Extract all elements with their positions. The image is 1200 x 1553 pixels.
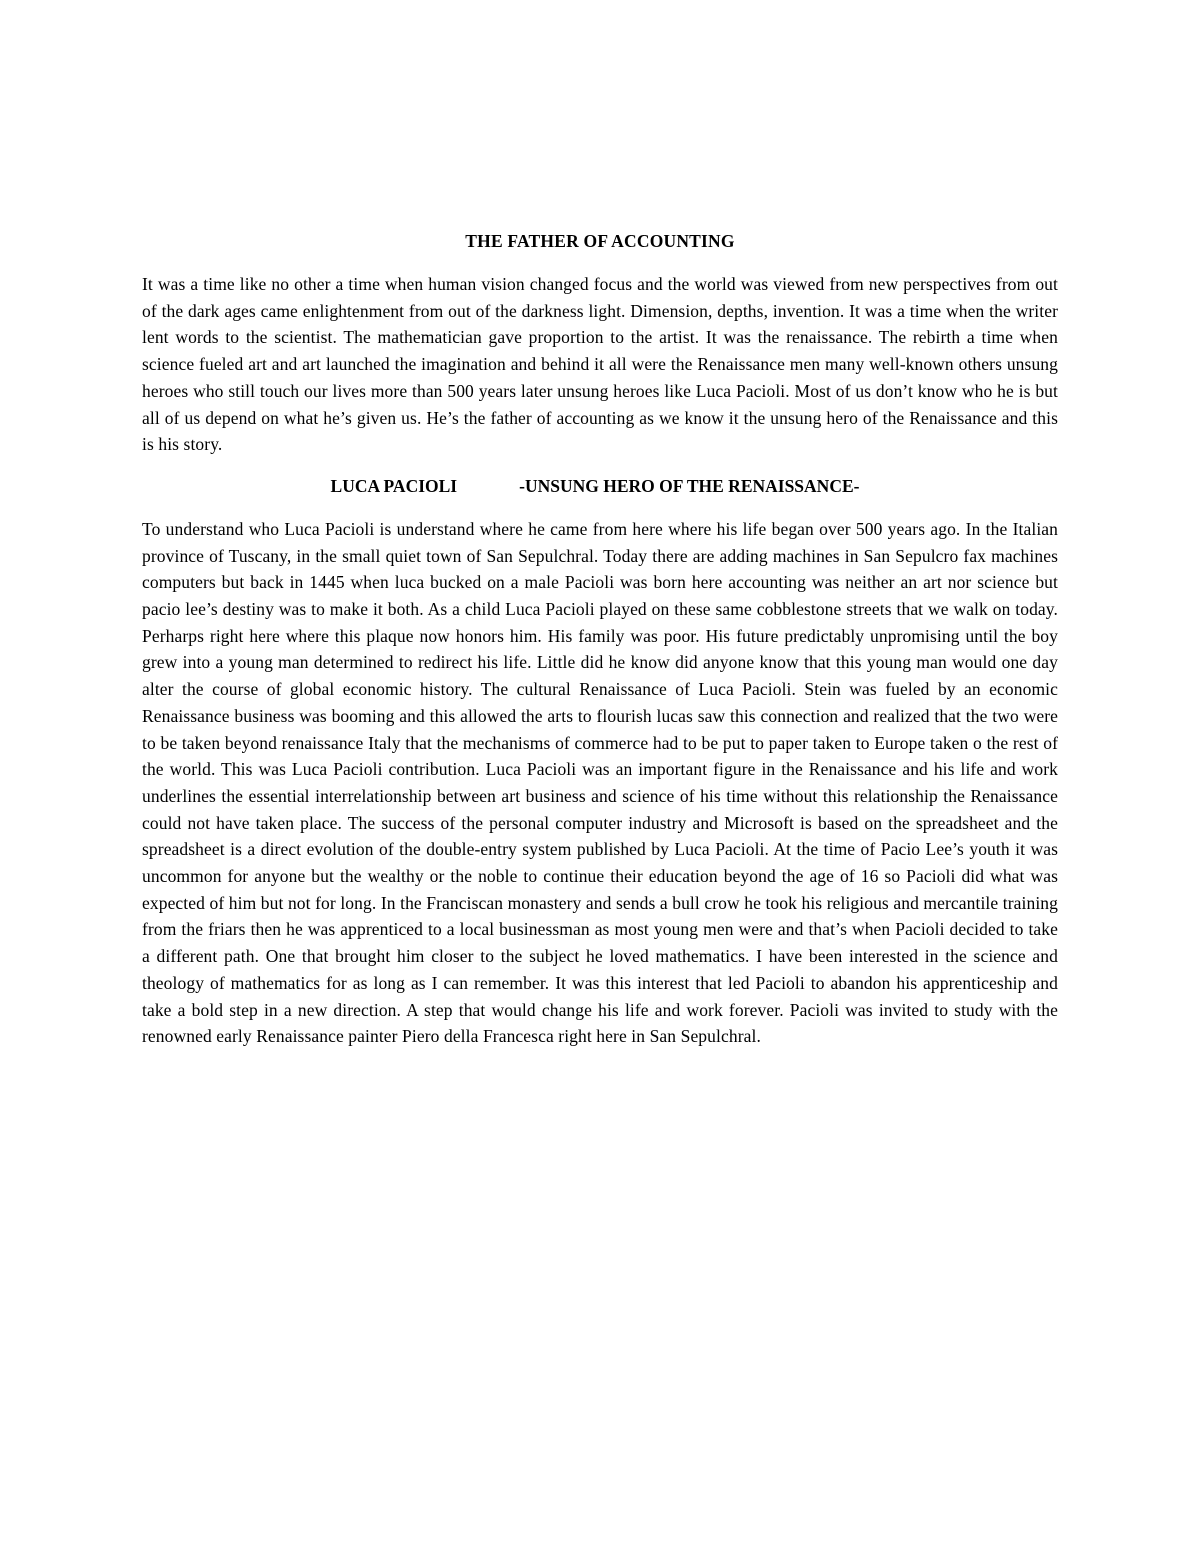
document-title: THE FATHER OF ACCOUNTING (465, 231, 735, 251)
section-heading (142, 473, 1058, 500)
section-heading-tagline: -UNSUNG HERO OF THE RENAISSANCE- (519, 475, 860, 496)
document-content (142, 228, 1058, 1050)
section-heading-name: LUCA PACIOLI (330, 475, 458, 496)
body-paragraph: To understand who Luca Pacioli is understand where he came from here where his life began over 500 years ago. In the Italian province of Tuscany, in the small quiet town of San Sepulchral. Today there are adding machines in San Sepulcro fax machines computers but back in 1445 when luca bucked on a male Pacioli was born here accounting was neither an art nor science but pacio lee’s destiny was to make it both. As a child Luca Pacioli played on these same cobblestone streets that we walk on today. Perharps right here where this plaque now honors him. His family was poor. His future predictably unpromising until the boy grew into a young man determined to redirect his life. Little did he know did anyone know that this young man would one day alter the course of global economic history. The cultural Renaissance of Luca Pacioli. Stein was fueled by an economic Renaissance business was booming and this allowed the arts to flourish lucas saw this connection and realized that the two were to be taken beyond renaissance Italy that the mechanisms of commerce had to be put to paper taken to Europe taken o the rest of the world. This was Luca Pacioli contribution. Luca Pacioli was an important figure in the Renaissance and his life and work underlines the essential interrelationship between art business and science of his time without this relationship the Renaissance could not have taken place. The success of the personal computer industry and Microsoft is based on the spreadsheet and the spreadsheet is a direct evolution of the double-entry system published by Luca Pacioli. At the time of Pacio Lee’s youth it was uncommon for anyone but the wealthy or the noble to continue their education beyond the age of 16 so Pacioli did what was expected of him but not for long. In the Franciscan monastery and sends a bull crow he took his religious and mercantile training from the friars then he was apprenticed to a local businessman as most young men were and that’s when Pacioli decided to take a different path. One that brought him closer to the subject he loved mathematics. I have been interested in the science and theology of mathematics for as long as I can remember. It was this interest that led Pacioli to abandon his apprenticeship and take a bold step in a new direction. A step that would change his life and work forever. Pacioli was invited to study with the renowned early Renaissance painter Piero della Francesca right here in San Sepulchral. (142, 518, 1058, 1047)
intro-paragraph: It was a time like no other a time when human vision changed focus and the world was viewed from new perspectives from out of the dark ages came enlightenment from out of the darkness light. Dimension, depths, invention. It was a time when the writer lent words to the scientist. The mathematician gave proportion to the artist. It was the renaissance. The rebirth a time when science fueled art and art launched the imagination and behind it all were the Renaissance men many well-known others unsung heroes who still touch our lives more than 500 years later unsung heroes like Luca Pacioli. Most of us don’t know who he is but all of us depend on what he’s given us. He’s the father of accounting as we know it the unsung hero of the Renaissance and this is his story. (142, 274, 1058, 455)
